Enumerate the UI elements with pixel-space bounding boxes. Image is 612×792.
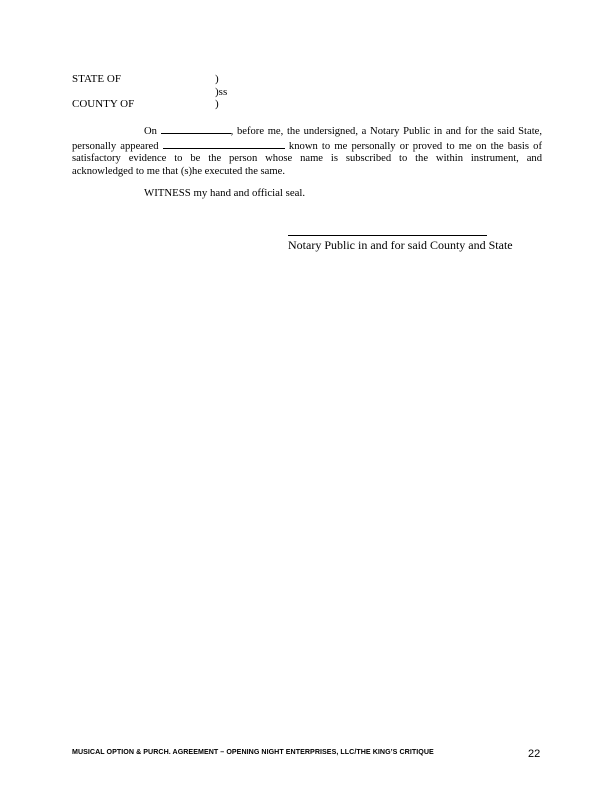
notary-signature-label: Notary Public in and for said County and State	[288, 238, 513, 252]
state-label: STATE OF	[72, 73, 121, 85]
ack-on: On	[144, 126, 157, 137]
venue-paren-1: )	[215, 73, 219, 85]
witness-statement: WITNESS my hand and official seal.	[144, 187, 306, 199]
ack-line1-rest: , before me, the undersigned, a Notary Public in and for the said State,	[230, 126, 543, 137]
venue-paren-ss: )ss	[215, 86, 228, 98]
venue-paren-3: )	[215, 98, 219, 110]
page-number: 22	[528, 748, 541, 760]
ack-line-3: satisfactory evidence to be the person whose name is subscribed to the within instrument, and	[72, 153, 542, 164]
date-blank	[161, 124, 231, 134]
signature-line	[288, 235, 487, 236]
ack-line2-start: personally appeared	[72, 140, 159, 152]
acknowledgment-paragraph	[72, 124, 542, 178]
appeared-name-blank	[163, 139, 285, 149]
footer-title: MUSICAL OPTION & PURCH. AGREEMENT – OPENING NIGHT ENTERPRISES, LLC/THE KING’S CRITIQUE	[72, 748, 434, 756]
ack-line-4: acknowledged to me that (s)he executed the same.	[72, 165, 285, 177]
ack-line-1	[72, 124, 542, 139]
ack-line-2	[72, 139, 542, 154]
ack-line2-rest: known to me personally or proved to me on the basis of	[288, 140, 542, 152]
county-label: COUNTY OF	[72, 98, 135, 110]
